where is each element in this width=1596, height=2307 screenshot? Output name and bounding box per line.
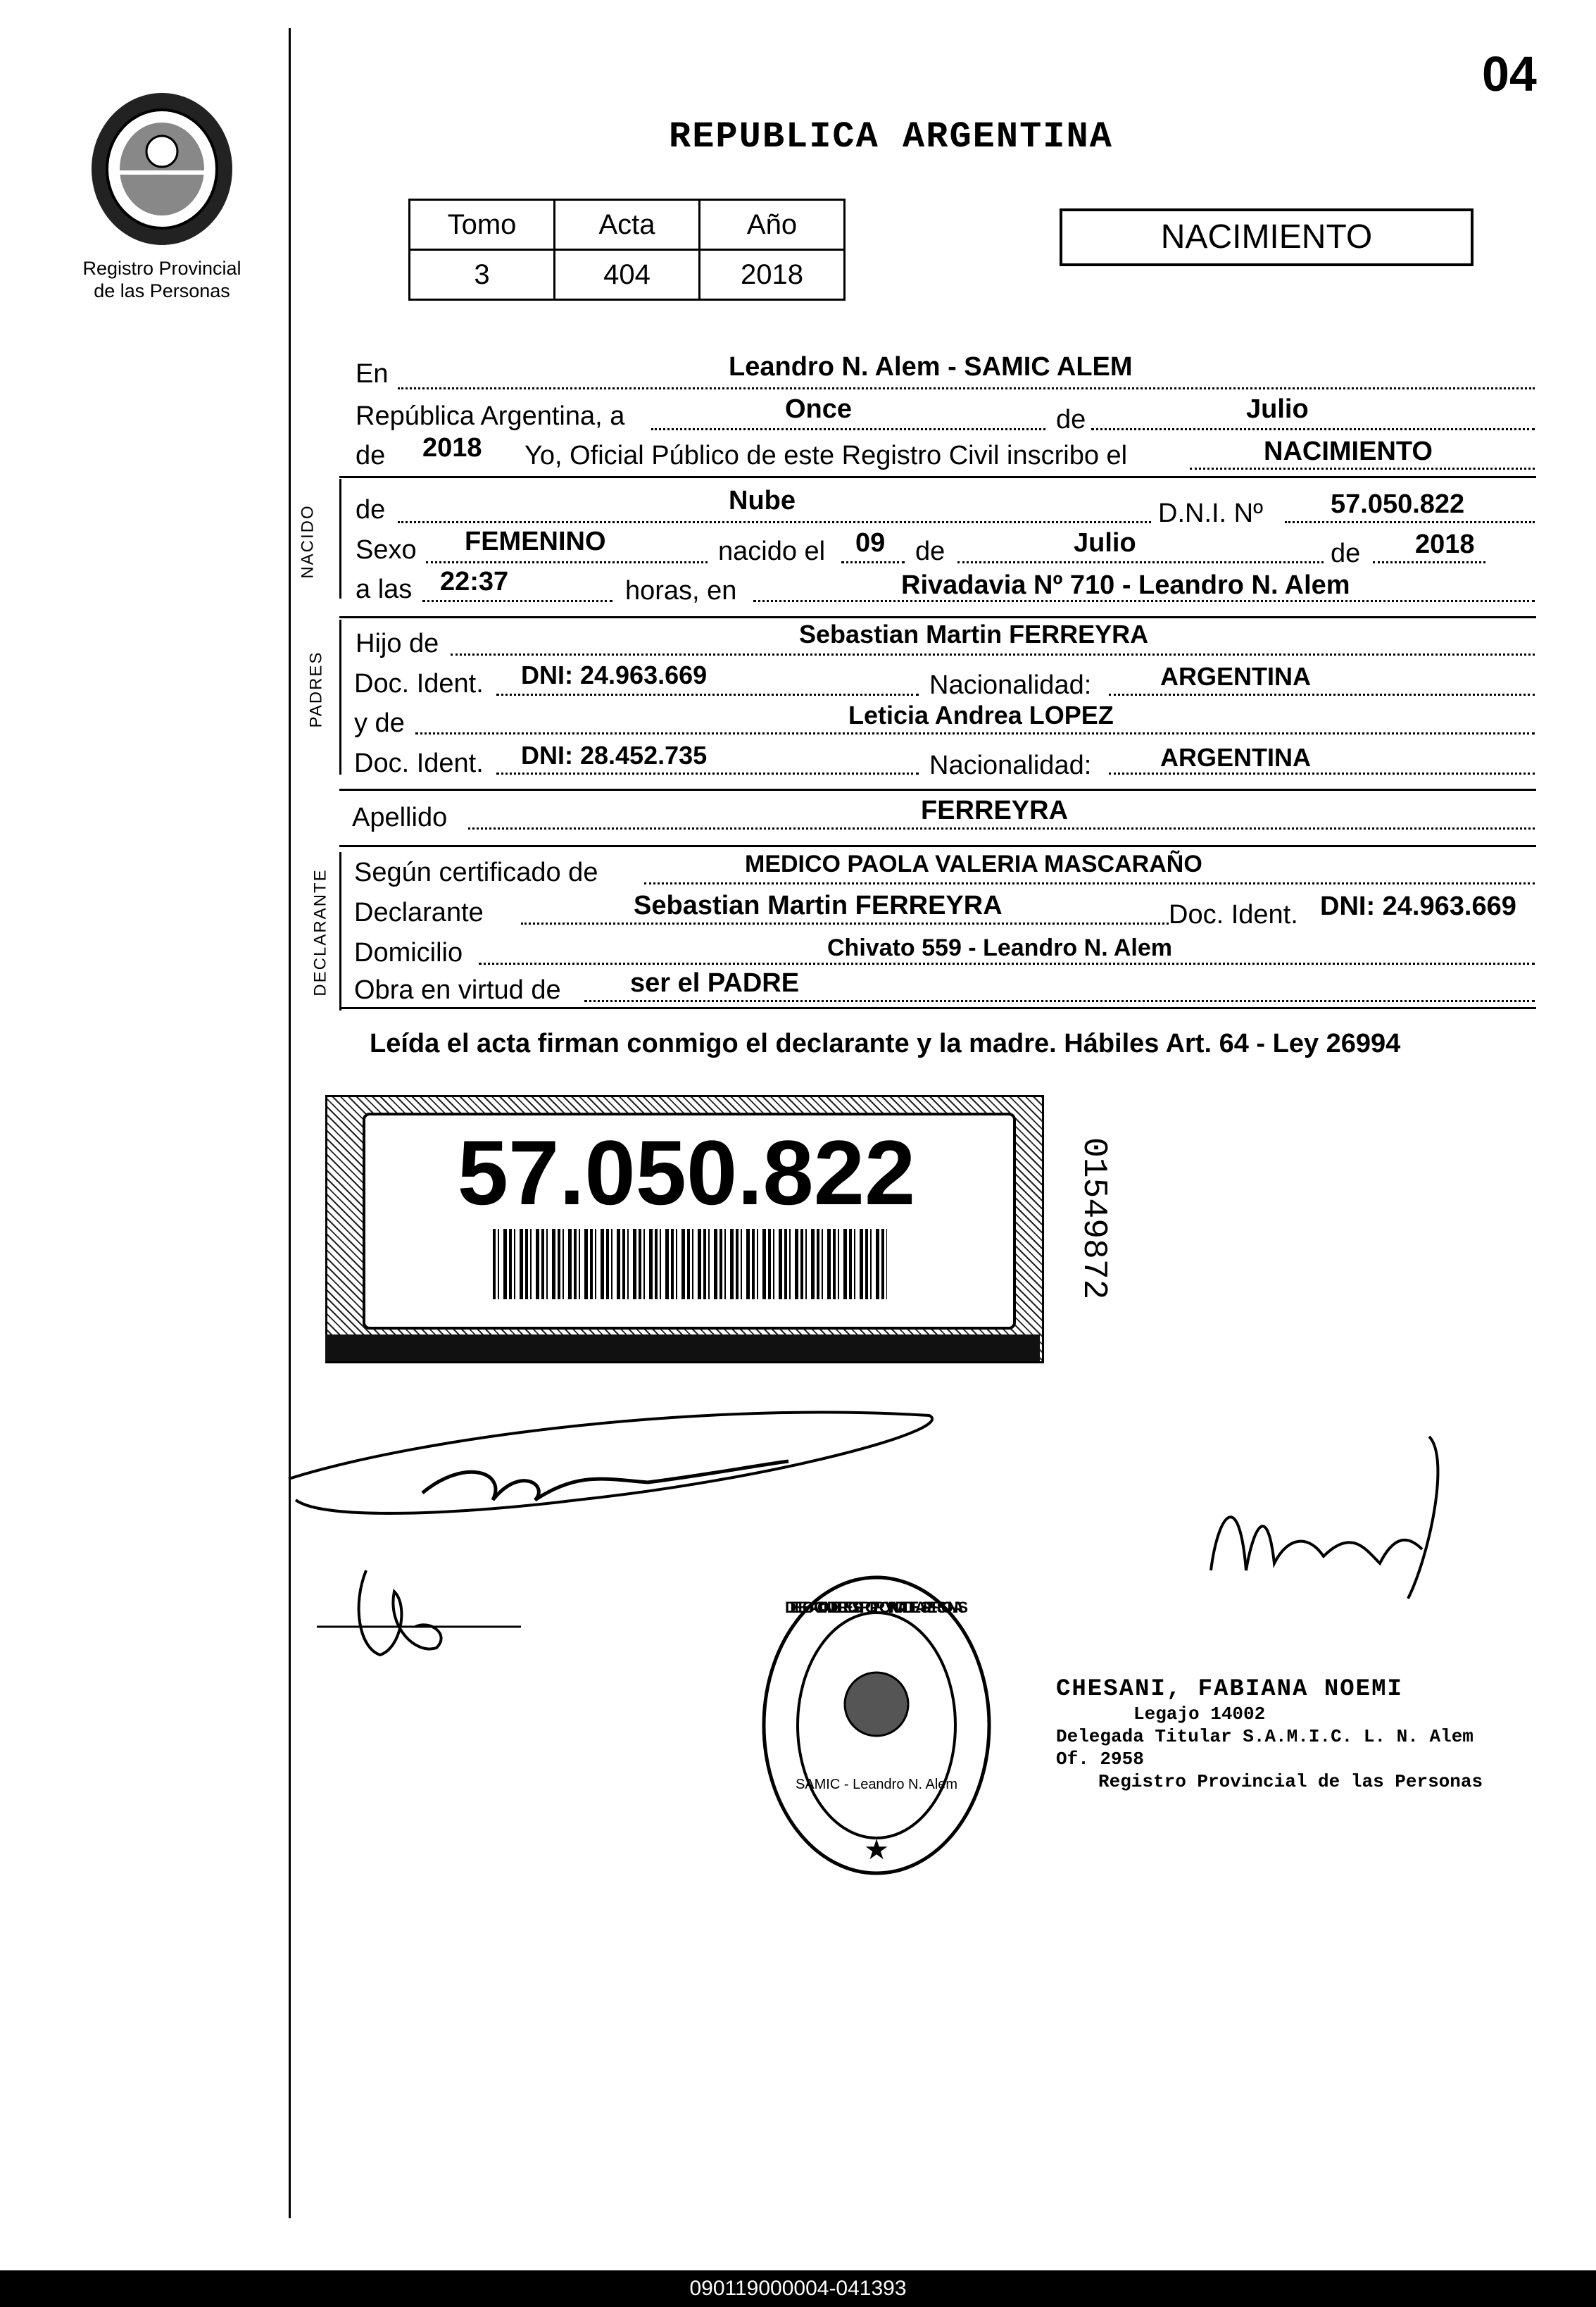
birth-time: 22:37 — [440, 567, 509, 596]
birth-month-line — [957, 561, 1324, 563]
padres-section-label: PADRES — [306, 651, 326, 728]
time-line — [422, 600, 612, 602]
domicilio-value: Chivato 559 - Leandro N. Alem — [827, 934, 1172, 961]
declarante-label: Declarante — [354, 898, 484, 927]
record-year: 2018 — [422, 433, 482, 463]
inscribe-type: NACIMIENTO — [1264, 437, 1433, 466]
registry-value-anio: 2018 — [700, 250, 845, 300]
apellido-value: FERREYRA — [921, 796, 1069, 825]
declarante-section-label: DECLARANTE — [310, 868, 330, 996]
father-line — [451, 654, 1535, 656]
page-number: 04 — [1482, 46, 1537, 101]
father-doc-label: Doc. Ident. — [354, 669, 484, 699]
declarante-bar — [339, 852, 341, 1011]
officer-org: Registro Provincial de las Personas — [1098, 1771, 1483, 1792]
margin-rule — [289, 28, 291, 2218]
stamp-inner-text: SAMIC - Leandro N. Alem — [795, 1777, 958, 1792]
oficial-text: Yo, Oficial Público de este Registro Civil inscribo el — [524, 441, 1128, 470]
registry-header-anio: Año — [700, 200, 845, 250]
barcode — [493, 1229, 887, 1299]
nacido-dni-line — [1285, 521, 1535, 523]
en-label: En — [356, 359, 389, 389]
cert-value: MEDICO PAOLA VALERIA MASCARAÑO — [745, 851, 1202, 877]
sexo-label: Sexo — [356, 535, 417, 565]
sticker-pattern-band — [325, 1334, 1040, 1361]
closing-note: Leída el acta firman conmigo el declarante y la madre. Hábiles Art. 64 - Ley 26994 — [370, 1029, 1401, 1058]
declarante-doc-label: Doc. Ident. — [1169, 900, 1298, 930]
org-caption-line-2: de las Personas — [94, 280, 230, 301]
day-text: Once — [785, 394, 853, 424]
mother-line — [415, 732, 1535, 734]
nacido-de-label: de — [356, 495, 386, 525]
record-type-box: NACIMIENTO — [1060, 208, 1474, 266]
mother-signature — [310, 1542, 535, 1669]
birth-month: Julio — [1074, 528, 1136, 558]
a-las-label: a las — [356, 575, 413, 604]
mother-doc: DNI: 28.452.735 — [521, 741, 708, 770]
father-doc-line — [496, 694, 919, 696]
birth-day-line — [841, 561, 905, 563]
sexo-line — [426, 561, 708, 563]
registry-table-header-row — [410, 200, 845, 250]
registry-value-tomo: 3 — [410, 250, 555, 300]
nacido-section-label: NACIDO — [298, 504, 318, 579]
section-rule-1 — [339, 476, 1536, 478]
registry-table — [408, 199, 846, 301]
cert-label: Según certificado de — [354, 858, 598, 887]
month-line — [1091, 428, 1535, 430]
sticker-dni: 57.050.822 — [457, 1121, 916, 1224]
obra-value: ser el PADRE — [630, 968, 800, 998]
nacido-dni-label: D.N.I. Nº — [1158, 499, 1263, 528]
apellido-line — [468, 827, 1535, 830]
birth-year: 2018 — [1415, 530, 1475, 559]
mother-nat-line — [1109, 773, 1535, 775]
section-rule-2 — [339, 616, 1536, 618]
en-value: Leandro N. Alem - SAMIC ALEM — [729, 352, 1133, 382]
mother-nationality: ARGENTINA — [1160, 743, 1311, 772]
mother-nat-label: Nacionalidad: — [929, 751, 1092, 780]
birth-year-line — [1373, 561, 1485, 563]
apellido-label: Apellido — [352, 803, 448, 832]
father-nat-label: Nacionalidad: — [929, 670, 1092, 700]
month-text: Julio — [1246, 394, 1309, 424]
father-doc: DNI: 24.963.669 — [521, 661, 708, 689]
declarante-doc: DNI: 24.963.669 — [1320, 892, 1516, 921]
birth-de-label-1: de — [915, 537, 945, 566]
birth-day: 09 — [855, 528, 886, 558]
y-de-label: y de — [354, 708, 405, 738]
hijo-de-label: Hijo de — [356, 629, 439, 658]
stamp-star-icon: ★ — [864, 1834, 889, 1866]
registry-header-acta: Acta — [555, 200, 700, 250]
nacido-dni: 57.050.822 — [1331, 489, 1465, 519]
mother-doc-label: Doc. Ident. — [354, 749, 484, 778]
officer-signature — [1197, 1430, 1478, 1627]
org-caption-line-1: Registro Provincial — [82, 258, 241, 279]
birth-de-label-2: de — [1331, 539, 1361, 568]
domicilio-label: Domicilio — [354, 938, 463, 968]
sticker-serial: 01549872 — [1074, 1137, 1112, 1300]
nacido-name: Nube — [729, 486, 796, 515]
footer-code: 090119000004-041393 — [0, 2270, 1596, 2307]
registry-header-tomo: Tomo — [410, 200, 555, 250]
declarante-value: Sebastian Martin FERREYRA — [634, 891, 1003, 920]
obra-line — [584, 1000, 1535, 1002]
mother-doc-line — [496, 773, 919, 775]
page-title: REPUBLICA ARGENTINA — [669, 116, 1113, 158]
inscribe-line — [1190, 468, 1535, 470]
obra-label: Obra en virtud de — [354, 975, 561, 1005]
section-rule-3 — [339, 789, 1536, 791]
horas-label: horas, en — [625, 576, 737, 606]
mother-name: Leticia Andrea LOPEZ — [848, 701, 1114, 730]
sexo-value: FEMENINO — [465, 527, 606, 556]
cert-line — [644, 882, 1535, 884]
declarante-line — [521, 923, 1169, 925]
father-name: Sebastian Martin FERREYRA — [799, 620, 1149, 649]
province-seal-logo — [84, 88, 239, 250]
nacido-name-line — [398, 521, 1151, 523]
nacido-bar — [339, 479, 341, 599]
officer-role: Delegada Titular S.A.M.I.C. L. N. Alem Of. 2958 — [1056, 1726, 1474, 1770]
officer-block — [1056, 1676, 1493, 1793]
padres-bar — [339, 620, 341, 775]
registry-table-value-row — [410, 250, 845, 300]
republica-label: República Argentina, a — [356, 401, 625, 431]
en-line — [398, 387, 1535, 389]
section-rule-4 — [339, 845, 1536, 847]
birth-place: Rivadavia Nº 710 - Leandro N. Alem — [901, 570, 1350, 600]
domicilio-line — [479, 963, 1535, 965]
declarant-signature — [282, 1394, 957, 1542]
nacido-el-label: nacido el — [718, 537, 826, 566]
day-line — [651, 428, 1045, 430]
officer-legajo: Legajo 14002 — [1133, 1703, 1266, 1725]
year-prefix-label: de — [356, 441, 386, 470]
stamp-outer-text: DELEGACION DEL REGISTRO PROVINCIAL DE LAS PERSONAS — [785, 1599, 968, 1616]
month-de-label: de — [1056, 405, 1086, 434]
father-nat-line — [1109, 694, 1535, 696]
delegation-stamp — [757, 1570, 996, 1880]
section-rule-5 — [339, 1007, 1536, 1009]
father-nationality: ARGENTINA — [1160, 662, 1311, 691]
org-caption — [70, 257, 253, 302]
registry-value-acta: 404 — [555, 250, 700, 300]
officer-name: CHESANI, FABIANA NOEMI — [1056, 1676, 1403, 1703]
